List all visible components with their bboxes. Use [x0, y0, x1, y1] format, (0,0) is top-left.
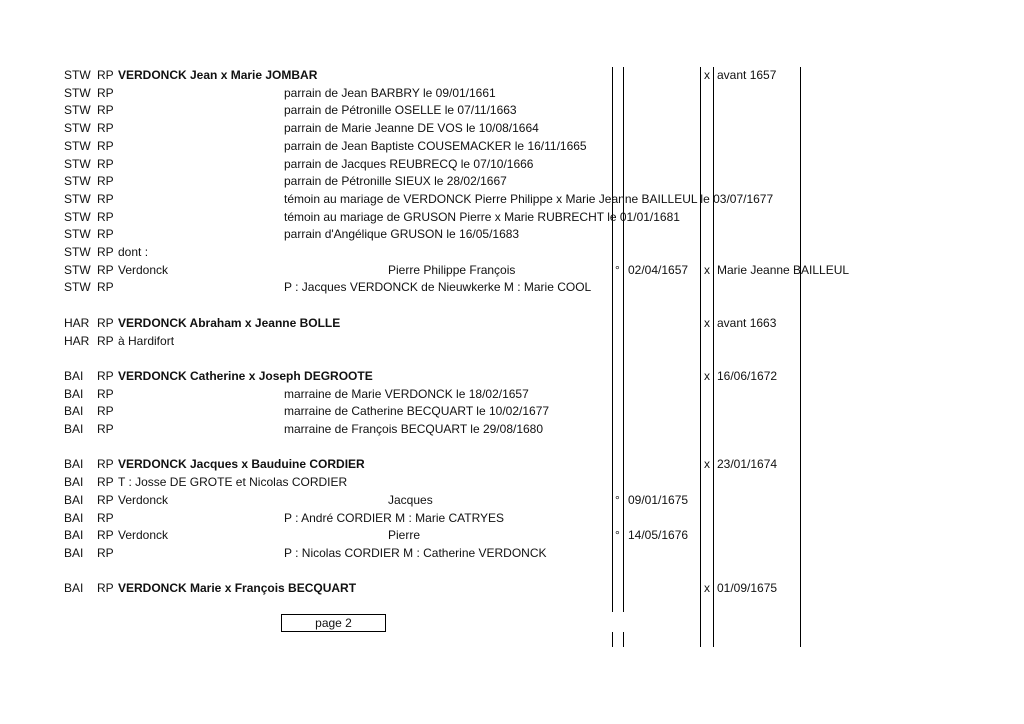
record-row [0, 333, 1024, 350]
record-row [0, 209, 1024, 226]
record-row [0, 545, 1024, 562]
town-code: BAI [64, 404, 84, 419]
town-code: BAI [64, 475, 84, 490]
town-code: BAI [64, 510, 84, 525]
marriage-symbol: x [704, 68, 710, 82]
town-code: HAR [64, 315, 90, 330]
person-name: Verdonck [118, 492, 169, 507]
page-number-box [281, 614, 386, 632]
event-description: marraine de François BECQUART le 29/08/1680 [284, 422, 544, 436]
person-name: dont : [118, 245, 149, 259]
rp-code: RP [97, 138, 114, 153]
record-row [0, 492, 1024, 509]
column-rule [623, 632, 624, 647]
rp-code: RP [97, 581, 114, 596]
marriage-symbol: x [704, 315, 710, 330]
event-description: témoin au mariage de GRUSON Pierre x Marie RUBRECHT le 01/01/1681 [284, 209, 680, 224]
rp-code: RP [97, 510, 114, 525]
marriage-info: Marie Jeanne BAILLEUL [717, 262, 850, 277]
town-code: STW [64, 191, 91, 206]
town-code: STW [64, 103, 91, 118]
record-row [0, 279, 1024, 296]
record-row [0, 456, 1024, 473]
record-row [0, 474, 1024, 491]
rp-code: RP [97, 85, 114, 100]
person-name: VERDONCK Jacques x Bauduine CORDIER [118, 457, 365, 472]
town-code: STW [64, 209, 91, 224]
record-row [0, 527, 1024, 544]
record-row [0, 67, 1024, 84]
blank-row [0, 563, 1024, 580]
rp-code: RP [97, 404, 114, 419]
town-code: STW [64, 262, 91, 277]
event-description: P : Nicolas CORDIER M : Catherine VERDONCK [284, 545, 547, 560]
record-row [0, 580, 1024, 597]
record-row [0, 173, 1024, 190]
record-row [0, 226, 1024, 243]
rp-code: RP [97, 280, 114, 295]
event-description: parrain de Jean BARBRY le 09/01/1661 [284, 85, 496, 100]
marriage-symbol: x [704, 262, 710, 277]
town-code: BAI [64, 581, 84, 596]
rp-code: RP [97, 103, 114, 118]
rp-code: RP [97, 262, 114, 277]
blank-row [0, 439, 1024, 456]
event-description: parrain de Pétronille OSELLE le 07/11/1663 [284, 103, 517, 118]
marriage-info: avant 1657 [717, 68, 777, 82]
rp-code: RP [97, 386, 114, 401]
marriage-symbol: x [704, 581, 710, 596]
first-names: Pierre Philippe François [388, 262, 516, 277]
town-code: STW [64, 245, 91, 259]
marriage-symbol: x [704, 457, 710, 472]
marriage-info: 23/01/1674 [717, 457, 778, 472]
person-name: à Hardifort [118, 333, 175, 348]
record-row [0, 262, 1024, 279]
record-row [0, 138, 1024, 155]
birth-symbol: ° [615, 262, 620, 277]
marriage-info: avant 1663 [717, 315, 777, 330]
record-row [0, 120, 1024, 137]
rp-code: RP [97, 209, 114, 224]
rp-code: RP [97, 227, 114, 242]
event-description: marraine de Catherine BECQUART le 10/02/1677 [284, 404, 550, 419]
record-row [0, 386, 1024, 403]
birth-date: 14/05/1676 [628, 528, 689, 543]
person-name: T : Josse DE GROTE et Nicolas CORDIER [118, 475, 348, 490]
person-name: VERDONCK Jean x Marie JOMBAR [118, 68, 318, 82]
rp-code: RP [97, 68, 114, 82]
person-name: VERDONCK Marie x François BECQUART [118, 581, 357, 596]
marriage-info: 01/09/1675 [717, 581, 778, 596]
rp-code: RP [97, 528, 114, 543]
rp-code: RP [97, 174, 114, 189]
record-row [0, 156, 1024, 173]
blank-row [0, 350, 1024, 367]
town-code: STW [64, 280, 91, 295]
rp-code: RP [97, 191, 114, 206]
town-code: BAI [64, 368, 84, 383]
town-code: BAI [64, 528, 84, 543]
event-description: parrain de Jacques REUBRECQ le 07/10/1666 [284, 156, 534, 171]
record-row [0, 244, 1024, 261]
record-row [0, 315, 1024, 332]
birth-symbol: ° [615, 492, 620, 507]
record-row [0, 102, 1024, 119]
town-code: STW [64, 156, 91, 171]
town-code: BAI [64, 422, 84, 436]
marriage-symbol: x [704, 368, 710, 383]
rp-code: RP [97, 368, 114, 383]
person-name: VERDONCK Abraham x Jeanne BOLLE [118, 315, 341, 330]
rp-code: RP [97, 475, 114, 490]
event-description: témoin au mariage de VERDONCK Pierre Philippe x Marie Jeanne BAILLEUL le 03/07/1677 [284, 191, 774, 206]
column-rule [612, 632, 613, 647]
event-description: parrain de Marie Jeanne DE VOS le 10/08/1664 [284, 121, 539, 136]
birth-date: 02/04/1657 [628, 262, 689, 277]
town-code: STW [64, 174, 91, 189]
town-code: STW [64, 68, 91, 82]
record-row [0, 85, 1024, 102]
town-code: HAR [64, 333, 90, 348]
record-row [0, 191, 1024, 208]
rp-code: RP [97, 457, 114, 472]
birth-date: 09/01/1675 [628, 492, 689, 507]
person-name: Verdonck [118, 262, 169, 277]
event-description: marraine de Marie VERDONCK le 18/02/1657 [284, 386, 529, 401]
rp-code: RP [97, 121, 114, 136]
town-code: STW [64, 227, 91, 242]
town-code: BAI [64, 457, 84, 472]
event-description: parrain de Pétronille SIEUX le 28/02/1667 [284, 174, 507, 189]
town-code: STW [64, 121, 91, 136]
rp-code: RP [97, 245, 114, 259]
rp-code: RP [97, 333, 114, 348]
person-name: Verdonck [118, 528, 169, 543]
first-names: Jacques [388, 492, 433, 507]
rp-code: RP [97, 315, 114, 330]
record-row [0, 368, 1024, 385]
rp-code: RP [97, 545, 114, 560]
town-code: BAI [64, 545, 84, 560]
town-code: STW [64, 138, 91, 153]
record-row [0, 510, 1024, 527]
person-name: VERDONCK Catherine x Joseph DEGROOTE [118, 368, 373, 383]
event-description: parrain de Jean Baptiste COUSEMACKER le 16/11/1665 [284, 138, 587, 153]
rp-code: RP [97, 156, 114, 171]
event-description: parrain d'Angélique GRUSON le 16/05/1683 [284, 227, 520, 242]
town-code: STW [64, 85, 91, 100]
record-row [0, 403, 1024, 420]
event-description: P : André CORDIER M : Marie CATRYES [284, 510, 505, 525]
rp-code: RP [97, 492, 114, 507]
birth-symbol: ° [615, 528, 620, 543]
town-code: BAI [64, 492, 84, 507]
record-row [0, 421, 1024, 438]
event-description: P : Jacques VERDONCK de Nieuwkerke M : Marie COOL [284, 280, 592, 295]
town-code: BAI [64, 386, 84, 401]
blank-row [0, 297, 1024, 314]
first-names: Pierre [388, 528, 421, 543]
page-number-label: page 2 [315, 616, 352, 630]
rp-code: RP [97, 422, 114, 436]
marriage-info: 16/06/1672 [717, 368, 778, 383]
